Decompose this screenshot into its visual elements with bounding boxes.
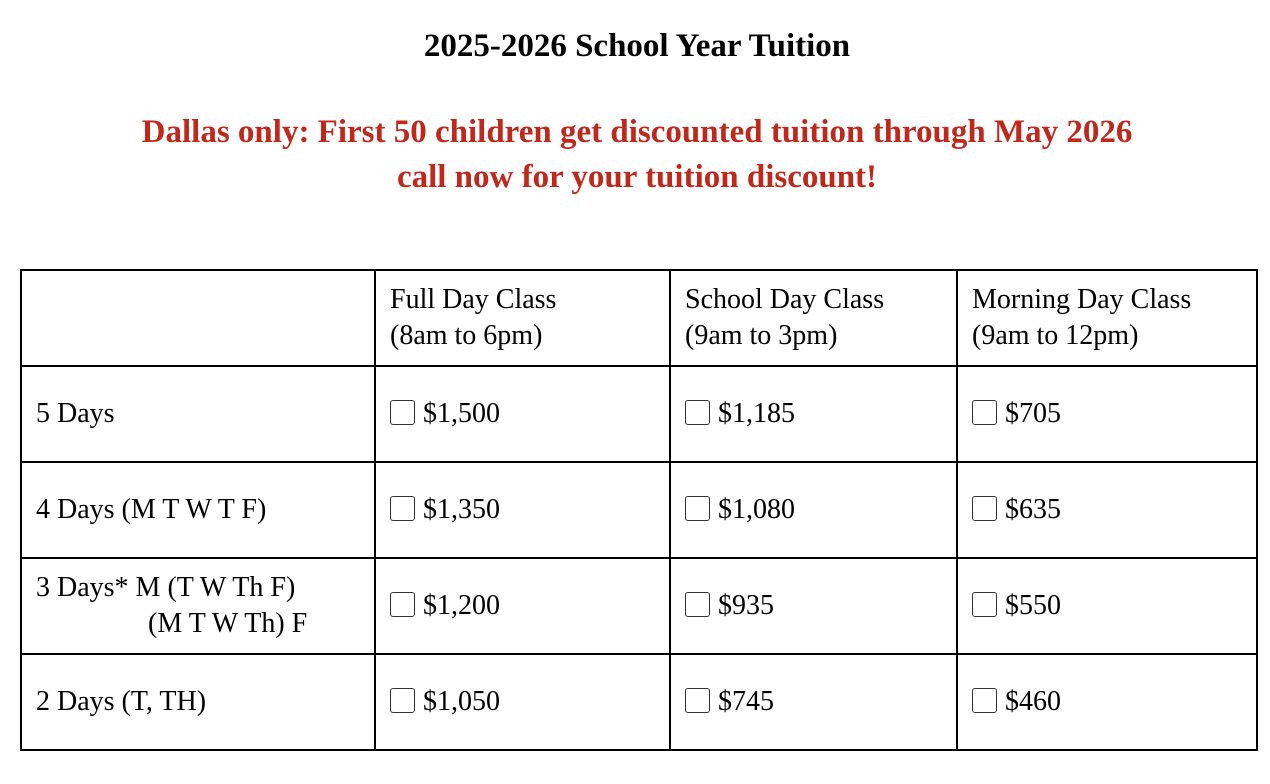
checkbox[interactable]	[972, 400, 997, 425]
table-row	[21, 654, 1257, 750]
header-morning-day: Morning Day Class (9am to 12pm)	[957, 270, 1257, 366]
price: $1,350	[423, 494, 500, 525]
header-row	[21, 270, 1257, 366]
checkbox[interactable]	[390, 592, 415, 617]
price-cell	[375, 558, 670, 654]
price-cell	[670, 654, 957, 750]
row-label: 2 Days (T, TH)	[21, 654, 375, 750]
price-cell	[670, 558, 957, 654]
row-label: 4 Days (M T W T F)	[21, 462, 375, 558]
price: $745	[718, 686, 774, 717]
price-cell	[670, 462, 957, 558]
promo-line-2: call now for your tuition discount!	[396, 159, 878, 195]
price-cell	[957, 558, 1257, 654]
price: $1,185	[718, 398, 795, 429]
price: $460	[1005, 686, 1061, 717]
header-full-day: Full Day Class (8am to 6pm)	[375, 270, 670, 366]
price-cell	[957, 462, 1257, 558]
price: $705	[1005, 398, 1061, 429]
table-row	[21, 462, 1257, 558]
price: $550	[1005, 590, 1061, 621]
empty-header-cell	[21, 270, 375, 366]
checkbox[interactable]	[390, 400, 415, 425]
price-cell	[957, 654, 1257, 750]
price-cell	[375, 366, 670, 462]
checkbox[interactable]	[390, 496, 415, 521]
price-cell	[957, 366, 1257, 462]
checkbox[interactable]	[972, 592, 997, 617]
price: $635	[1005, 494, 1061, 525]
row-label: 5 Days	[21, 366, 375, 462]
checkbox[interactable]	[685, 688, 710, 713]
price: $935	[718, 590, 774, 621]
checkbox[interactable]	[685, 592, 710, 617]
row-label: 3 Days* M (T W Th F) (M T W Th) F	[21, 558, 375, 654]
price-cell	[375, 462, 670, 558]
promo-line-1: Dallas only: First 50 children get discounted tuition through May 2026	[141, 114, 1133, 150]
price: $1,080	[718, 494, 795, 525]
table-row	[21, 366, 1257, 462]
price: $1,200	[423, 590, 500, 621]
price-cell	[670, 366, 957, 462]
price-cell	[375, 654, 670, 750]
page-title: 2025-2026 School Year Tuition	[423, 28, 851, 64]
header-school-day: School Day Class (9am to 3pm)	[670, 270, 957, 366]
checkbox[interactable]	[972, 688, 997, 713]
price: $1,050	[423, 686, 500, 717]
checkbox[interactable]	[685, 400, 710, 425]
table-row	[21, 558, 1257, 654]
tuition-table	[20, 269, 1258, 751]
price: $1,500	[423, 398, 500, 429]
checkbox[interactable]	[685, 496, 710, 521]
checkbox[interactable]	[972, 496, 997, 521]
checkbox[interactable]	[390, 688, 415, 713]
